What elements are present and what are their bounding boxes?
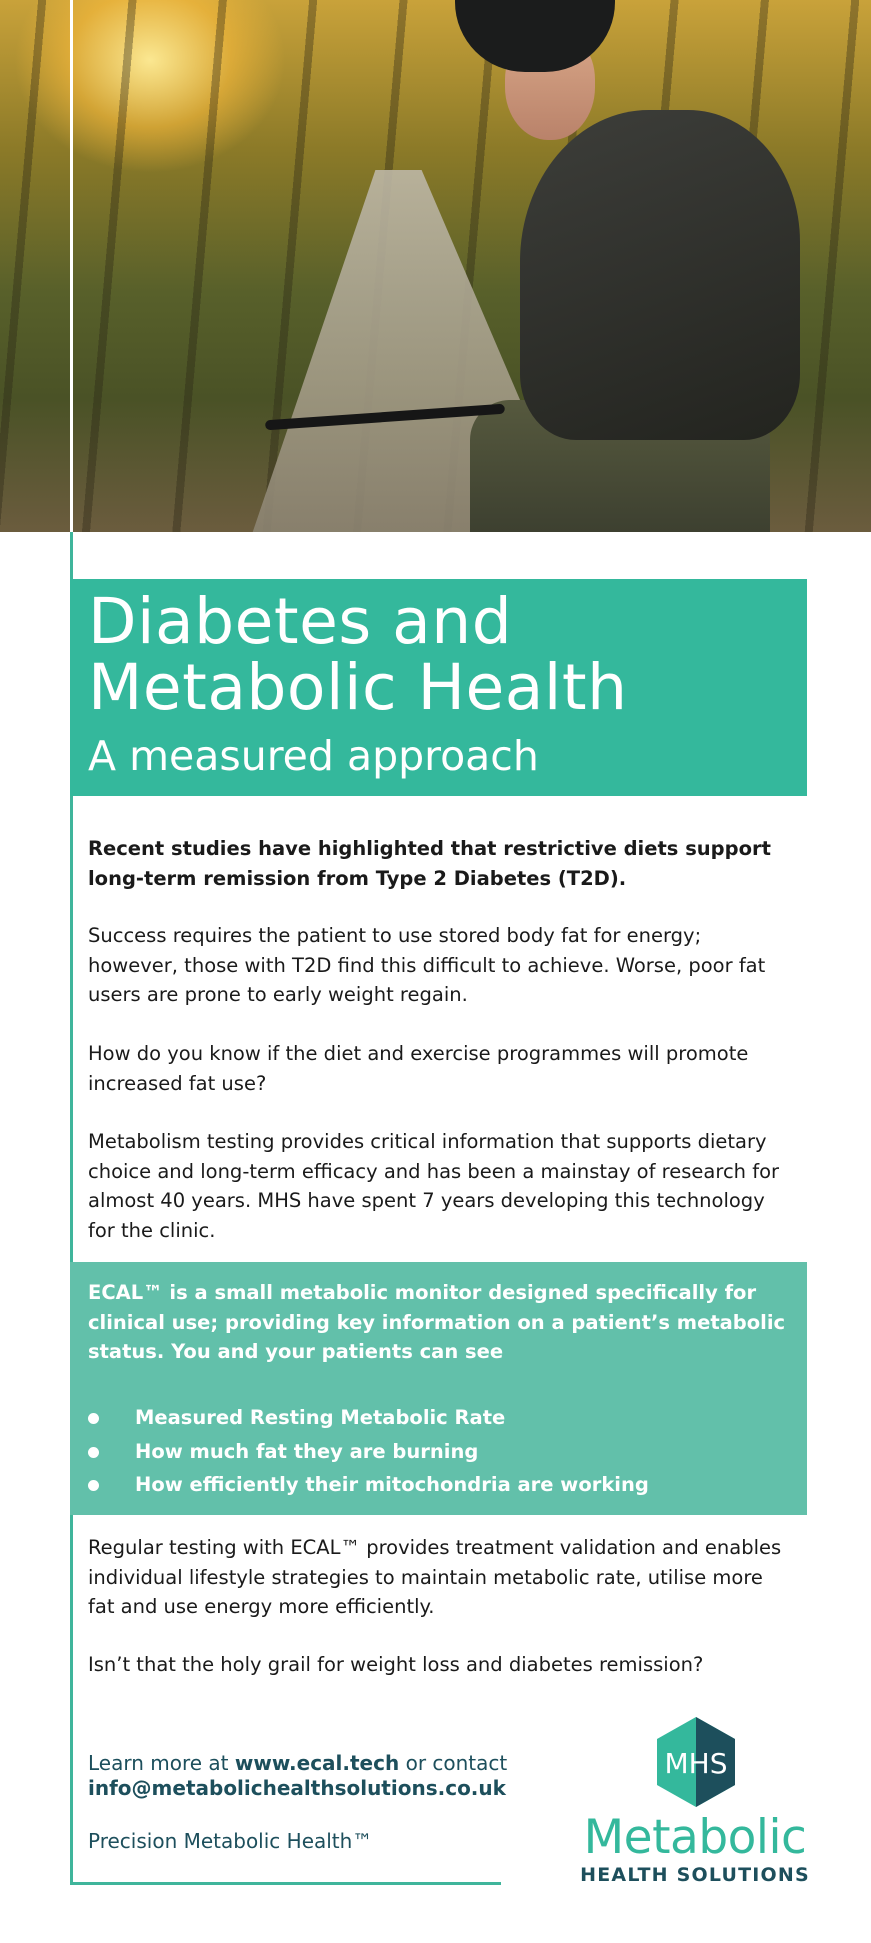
title-banner	[70, 579, 807, 796]
paragraph-question: How do you know if the diet and exercise programmes will promote increased fat use?	[88, 1042, 749, 1095]
list-item: Measured Resting Metabolic Rate	[88, 1401, 788, 1435]
paragraph-regular-testing: Regular testing with ECAL™ provides treatment validation and enables individual lifestyle strategies to maintain metabolic rate, utilise more fat and use energy more efficiently.	[88, 1536, 782, 1618]
logo-subname: HEALTH SOLUTIONS	[580, 1864, 810, 1886]
bullet-icon	[88, 1413, 99, 1424]
bullet-icon	[88, 1447, 99, 1458]
logo-name: Metabolic	[583, 1810, 807, 1865]
website-link[interactable]: www.ecal.tech	[234, 1751, 400, 1775]
contact-info: Learn more at www.ecal.tech or contact info@metabolichealthsolutions.co.uk	[88, 1751, 508, 1800]
lead-paragraph: Recent studies have highlighted that restrictive diets support long-term remission from Type 2 Diabetes (T2D).	[88, 837, 771, 890]
mhs-logo	[575, 1715, 815, 1890]
list-item: How efficiently their mitochondria are working	[88, 1468, 788, 1502]
hero-photo	[0, 0, 871, 532]
bottom-accent-rule	[70, 1882, 501, 1885]
paragraph-holy-grail: Isn’t that the holy grail for weight loss and diabetes remission?	[88, 1653, 704, 1676]
list-item: How much fat they are burning	[88, 1435, 788, 1469]
ecal-benefits-list	[88, 1401, 788, 1502]
ecal-info-box	[70, 1262, 807, 1515]
bullet-icon	[88, 1480, 99, 1491]
page-subtitle: A measured approach	[88, 732, 539, 780]
ecal-intro: ECAL™ is a small metabolic monitor designed specifically for clinical use; providing key information on a patient’s metabolic status. You and your patients can see	[88, 1281, 786, 1363]
cyclist-body	[520, 110, 800, 440]
hexagon-logo-icon	[655, 1715, 737, 1809]
page-title: Diabetes and Metabolic Health	[88, 585, 628, 724]
email-link[interactable]: info@metabolichealthsolutions.co.uk	[88, 1776, 506, 1800]
tagline: Precision Metabolic Health™	[88, 1829, 373, 1853]
left-photo-rule	[70, 0, 73, 532]
paragraph-metabolism-testing: Metabolism testing provides critical information that supports dietary choice and long-term efficacy and has been a mainstay of research for almost 40 years. MHS have spent 7 years developing this technology for the clinic.	[88, 1130, 780, 1242]
logo-monogram: MHS	[664, 1747, 728, 1780]
paragraph-fat-use: Success requires the patient to use stored body fat for energy; however, those with T2D find this difficult to achieve. Worse, poor fat users are prone to early weight regain.	[88, 924, 766, 1006]
